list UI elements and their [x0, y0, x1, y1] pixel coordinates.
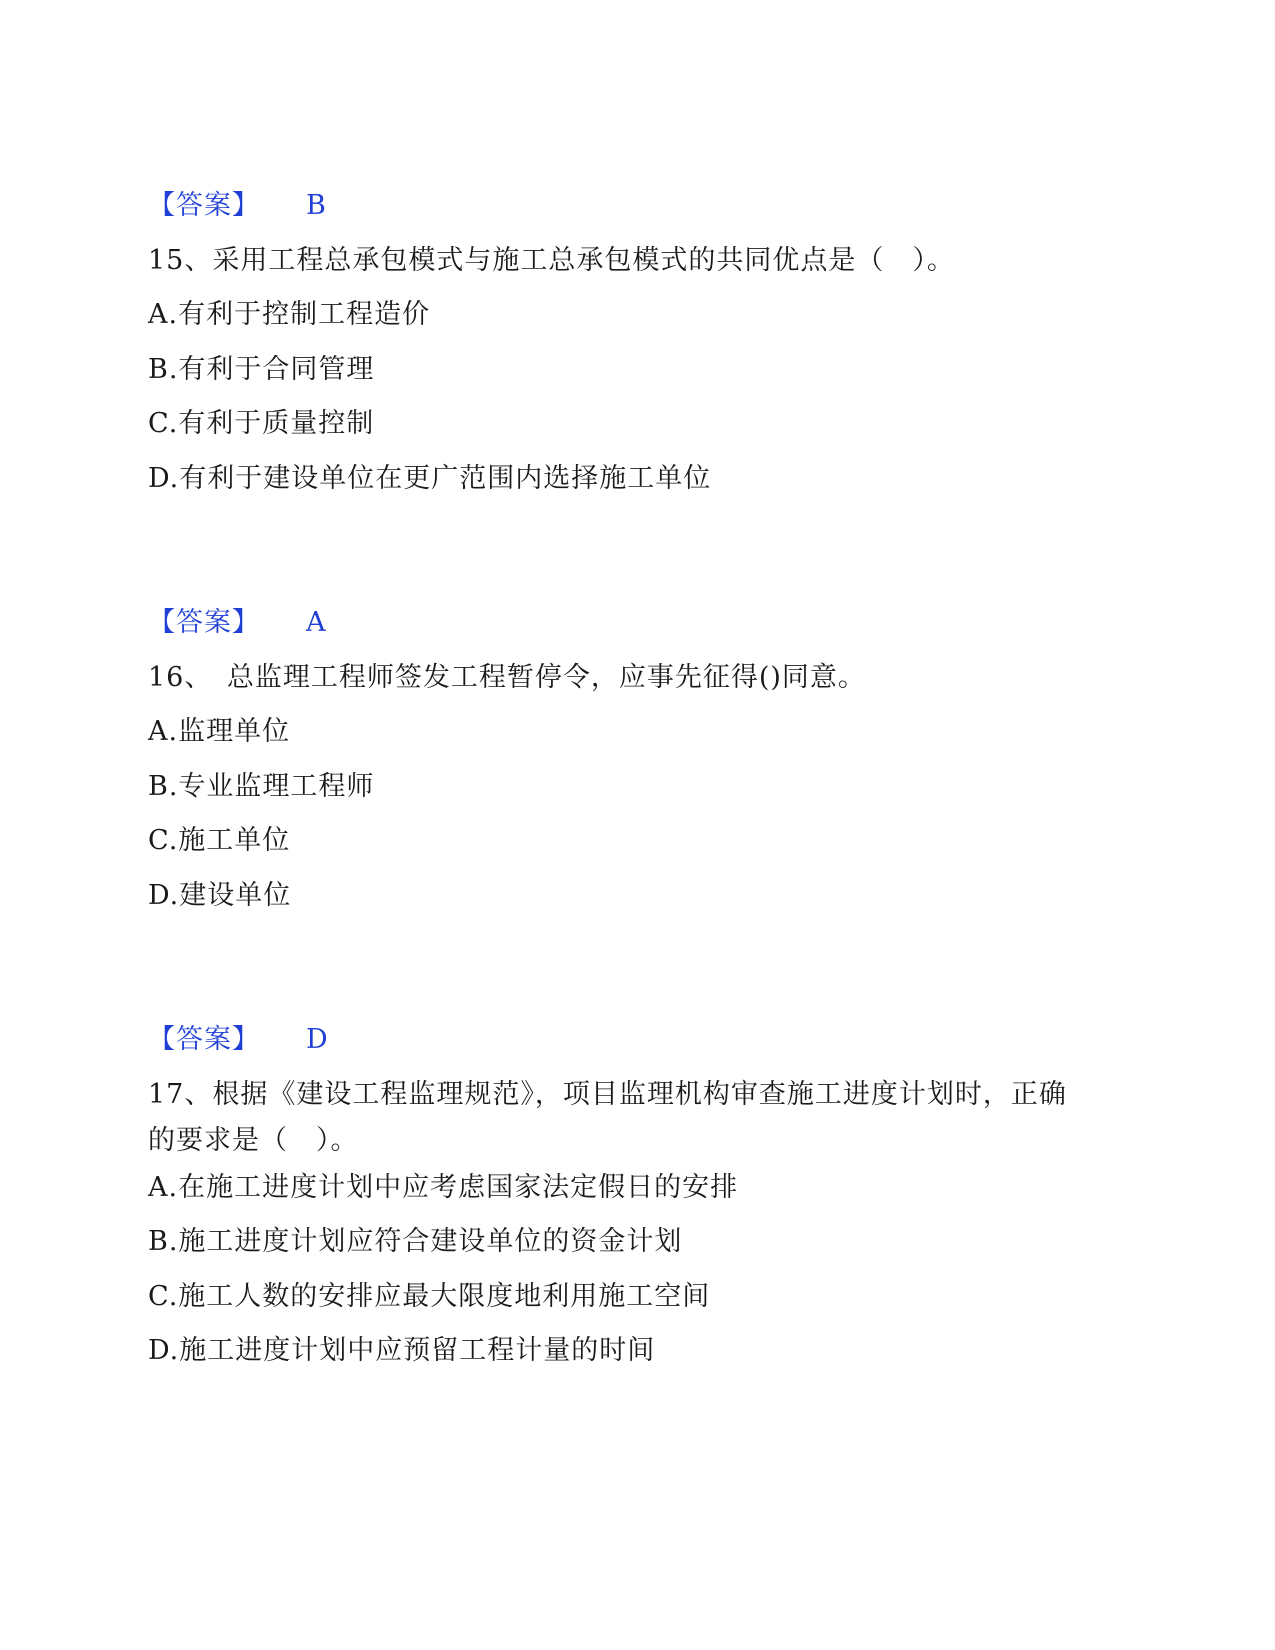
answer-label: 【答案】	[148, 1024, 260, 1055]
option-d: D.有利于建设单位在更广范围内选择施工单位	[148, 463, 712, 494]
answer-value: B	[306, 190, 327, 221]
question-stem: 17、根据《建设工程监理规范》，项目监理机构审查施工进度计划时，正确的要求是（ ）。	[148, 1079, 1067, 1156]
answer-line	[148, 188, 327, 224]
answer-line	[148, 605, 327, 641]
answer-value: A	[306, 607, 327, 638]
option-a: A.监理单位	[148, 716, 291, 747]
option-d: D.施工进度计划中应预留工程计量的时间	[148, 1335, 656, 1366]
option-c: C.有利于质量控制	[148, 408, 375, 439]
option-a: A.在施工进度计划中应考虑国家法定假日的安排	[148, 1172, 739, 1203]
question-stem: 15、采用工程总承包模式与施工总承包模式的共同优点是（ ）。	[148, 245, 955, 276]
answer-label: 【答案】	[148, 190, 260, 221]
option-a: A.有利于控制工程造价	[148, 299, 431, 330]
option-b: B.专业监理工程师	[148, 771, 375, 802]
answer-label: 【答案】	[148, 607, 260, 638]
option-d: D.建设单位	[148, 880, 292, 911]
option-b: B.施工进度计划应符合建设单位的资金计划	[148, 1226, 683, 1257]
option-c: C.施工人数的安排应最大限度地利用施工空间	[148, 1281, 711, 1312]
answer-line	[148, 1022, 329, 1058]
option-b: B.有利于合同管理	[148, 354, 375, 385]
option-c: C.施工单位	[148, 825, 291, 856]
question-stem: 16、 总监理工程师签发工程暂停令，应事先征得()同意。	[148, 662, 866, 693]
answer-value: D	[306, 1024, 329, 1055]
